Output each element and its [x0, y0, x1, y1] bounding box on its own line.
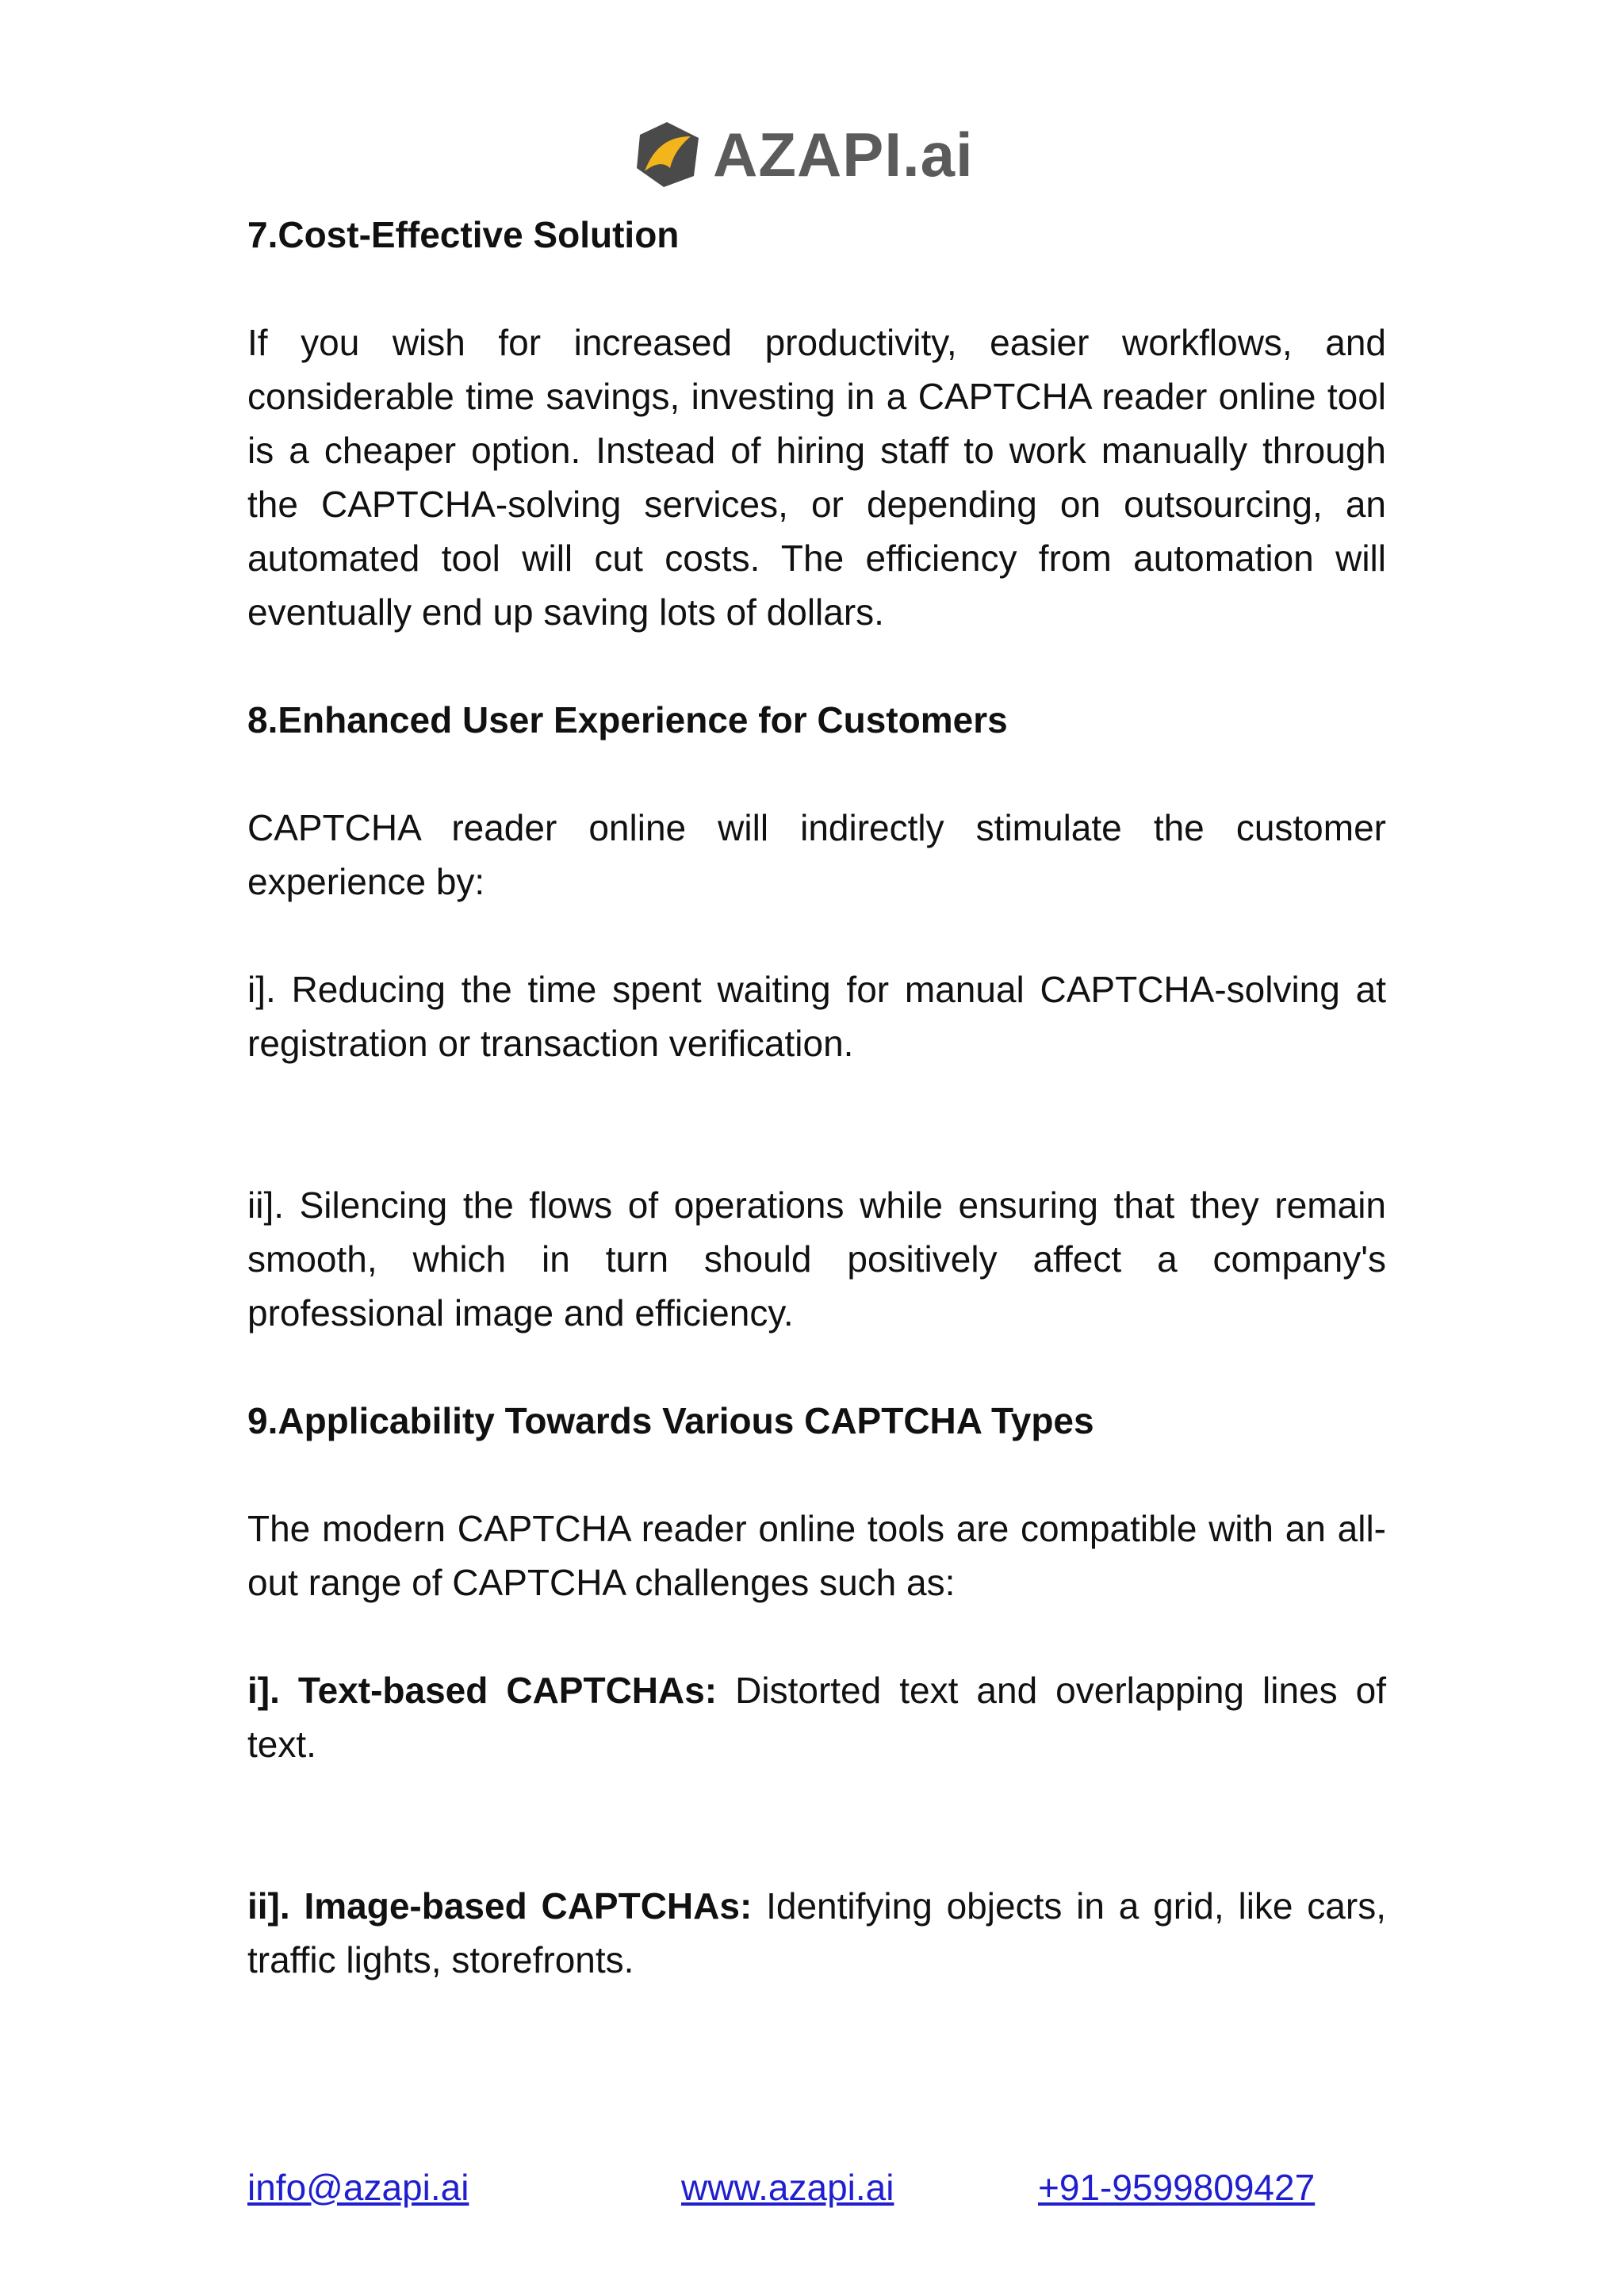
section-heading-9: 9.Applicability Towards Various CAPTCHA Types	[247, 1400, 1094, 1441]
section-9-intro: The modern CAPTCHA reader online tools are compatible with an all-out range of CAPTCHA challenges such as:	[247, 1508, 1386, 1603]
item-1-text: Distorted text and overlapping lines of text.	[247, 1670, 1387, 1765]
section-7-paragraph: If you wish for increased productivity, easier workflows, and considerable time savings, investing in a CAPTCHA reader online tool is a cheaper option. Instead of hiring staff to work manually through the CAPTCHA-solving services, or depending on outsourcing, an automated tool will cut costs. The efficiency from automation will eventually end up saving lots of dollars.	[247, 322, 1386, 633]
item-2-label: ii]. Image-based CAPTCHAs:	[247, 1885, 753, 1927]
document-body	[247, 208, 1386, 1987]
section-9-item-1	[247, 1663, 1386, 1771]
footer-phone-link[interactable]: +91-9599809427	[1038, 2167, 1316, 2208]
brand-logo	[630, 119, 974, 190]
section-heading-7: 7.Cost-Effective Solution	[247, 214, 680, 255]
section-heading-8: 8.Enhanced User Experience for Customers	[247, 699, 1008, 740]
logo-wordmark: AZAPI.ai	[713, 120, 974, 189]
section-8-item-2: ii]. Silencing the flows of operations while ensuring that they remain smooth, which in turn should positively affect a company's professional image and efficiency.	[247, 1184, 1386, 1334]
azapi-logo-icon	[630, 119, 703, 190]
footer-website-link[interactable]: www.azapi.ai	[681, 2167, 894, 2208]
section-8-intro: CAPTCHA reader online will indirectly stimulate the customer experience by:	[247, 807, 1386, 902]
item-1-label: i]. Text-based CAPTCHAs:	[247, 1670, 718, 1711]
section-9-item-2	[247, 1879, 1386, 1987]
item-2-text: Identifying objects in a grid, like cars, traffic lights, storefronts.	[247, 1885, 1386, 1980]
section-8-item-1: i]. Reducing the time spent waiting for manual CAPTCHA-solving at registration or transaction verification.	[247, 969, 1386, 1064]
footer-email-link[interactable]: info@azapi.ai	[247, 2167, 469, 2208]
